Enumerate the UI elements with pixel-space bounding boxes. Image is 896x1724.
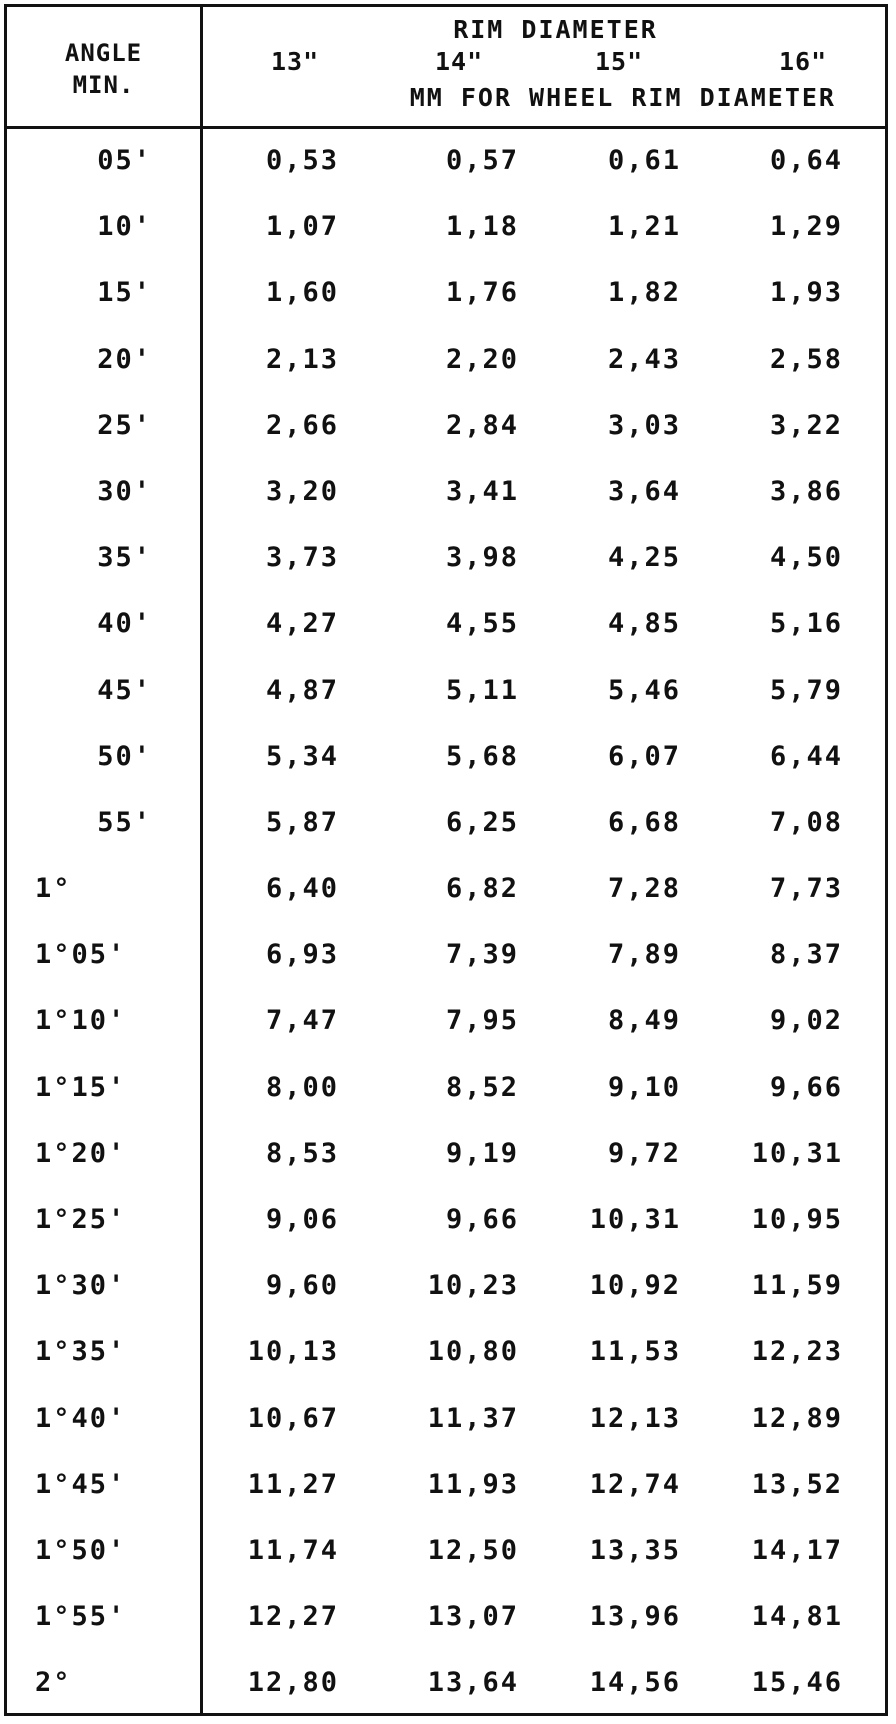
- value-cell: 2,20: [445, 343, 519, 375]
- table-row: [7, 1060, 885, 1126]
- angle-cell: 1°: [35, 873, 72, 905]
- value-cell: 7,89: [607, 939, 681, 971]
- value-cell: 9,66: [769, 1071, 843, 1103]
- table-row: [7, 1391, 885, 1457]
- value-cell: 6,93: [265, 939, 339, 971]
- value-cell: 1,93: [769, 277, 843, 309]
- value-cell: 9,60: [265, 1270, 339, 1302]
- value-cell: 0,57: [445, 145, 519, 176]
- value-cell: 12,23: [751, 1336, 843, 1368]
- rim-size-16: 16": [779, 47, 828, 76]
- value-cell: 14,56: [589, 1667, 681, 1699]
- value-cell: 7,73: [769, 873, 843, 905]
- angle-cell: 2°: [35, 1667, 72, 1699]
- value-cell: 7,95: [445, 1005, 519, 1037]
- value-cell: 2,13: [265, 343, 339, 375]
- value-cell: 2,66: [265, 409, 339, 441]
- value-cell: 12,27: [247, 1601, 339, 1633]
- table-row: [7, 199, 885, 265]
- table-row: [7, 133, 885, 199]
- value-cell: 13,96: [589, 1601, 681, 1633]
- rim-size-14: 14": [435, 47, 484, 76]
- value-cell: 1,21: [607, 211, 681, 243]
- value-cell: 12,74: [589, 1468, 681, 1500]
- value-cell: 8,37: [769, 939, 843, 971]
- value-cell: 0,53: [265, 145, 339, 176]
- value-cell: 10,31: [751, 1137, 843, 1169]
- table-row: [7, 464, 885, 530]
- value-cell: 11,93: [427, 1468, 519, 1500]
- value-cell: 7,08: [769, 806, 843, 838]
- value-cell: 2,43: [607, 343, 681, 375]
- value-cell: 1,29: [769, 211, 843, 243]
- value-cell: 11,74: [247, 1534, 339, 1566]
- angle-cell: 25': [97, 409, 152, 441]
- value-cell: 13,07: [427, 1601, 519, 1633]
- angle-cell: 1°30': [35, 1270, 127, 1302]
- value-cell: 12,80: [247, 1667, 339, 1699]
- table-row: [7, 927, 885, 993]
- value-cell: 14,17: [751, 1534, 843, 1566]
- table-row: [7, 1126, 885, 1192]
- value-cell: 1,07: [265, 211, 339, 243]
- value-cell: 13,52: [751, 1468, 843, 1500]
- value-cell: 9,06: [265, 1204, 339, 1235]
- table-row: [7, 729, 885, 795]
- table-row: [7, 530, 885, 596]
- value-cell: 10,92: [589, 1270, 681, 1302]
- value-cell: 12,50: [427, 1534, 519, 1566]
- value-cell: 12,13: [589, 1402, 681, 1434]
- value-cell: 3,03: [607, 409, 681, 441]
- value-cell: 10,23: [427, 1270, 519, 1302]
- value-cell: 12,89: [751, 1402, 843, 1434]
- angle-cell: 1°20': [35, 1137, 127, 1169]
- value-cell: 5,87: [265, 806, 339, 838]
- angle-header-line2: MIN.: [72, 71, 135, 99]
- angle-cell: 30': [97, 475, 152, 507]
- value-cell: 4,87: [265, 674, 339, 706]
- value-cell: 2,58: [769, 343, 843, 375]
- value-cell: 8,49: [607, 1005, 681, 1037]
- value-cell: 6,25: [445, 806, 519, 838]
- value-cell: 5,46: [607, 674, 681, 706]
- angle-cell: 1°15': [35, 1071, 127, 1103]
- value-cell: 9,10: [607, 1071, 681, 1103]
- value-cell: 10,95: [751, 1204, 843, 1235]
- rim-size-13: 13": [271, 47, 320, 76]
- value-cell: 2,84: [445, 409, 519, 441]
- table-row: [7, 993, 885, 1059]
- angle-cell: 10': [97, 211, 152, 243]
- angle-cell: 1°05': [35, 939, 127, 971]
- table-row: [7, 1192, 885, 1258]
- value-cell: 11,27: [247, 1468, 339, 1500]
- value-cell: 8,52: [445, 1071, 519, 1103]
- value-cell: 1,82: [607, 277, 681, 309]
- value-cell: 3,41: [445, 475, 519, 507]
- value-cell: 10,80: [427, 1336, 519, 1368]
- value-cell: 7,28: [607, 873, 681, 905]
- value-cell: 5,68: [445, 740, 519, 772]
- value-cell: 7,47: [265, 1005, 339, 1037]
- angle-cell: 40': [97, 608, 152, 640]
- value-cell: 9,66: [445, 1204, 519, 1235]
- angle-column-header: [7, 37, 200, 101]
- value-cell: 14,81: [751, 1601, 843, 1633]
- value-cell: 13,35: [589, 1534, 681, 1566]
- angle-cell: 45': [97, 674, 152, 706]
- table-row: [7, 1589, 885, 1655]
- value-cell: 15,46: [751, 1667, 843, 1699]
- value-cell: 3,64: [607, 475, 681, 507]
- value-cell: 1,76: [445, 277, 519, 309]
- rim-diameter-subtitle: MM FOR WHEEL RIM DIAMETER: [409, 83, 836, 112]
- table-row: [7, 398, 885, 464]
- value-cell: 6,68: [607, 806, 681, 838]
- table-row: [7, 1655, 885, 1721]
- value-cell: 5,79: [769, 674, 843, 706]
- value-cell: 10,67: [247, 1402, 339, 1434]
- rim-diameter-title: RIM DIAMETER: [453, 15, 658, 44]
- conversion-table: [4, 4, 888, 1716]
- value-cell: 3,98: [445, 542, 519, 574]
- angle-cell: 1°35': [35, 1336, 127, 1368]
- value-cell: 3,20: [265, 475, 339, 507]
- value-cell: 5,16: [769, 608, 843, 640]
- table-row: [7, 332, 885, 398]
- value-cell: 7,39: [445, 939, 519, 971]
- value-cell: 3,22: [769, 409, 843, 441]
- angle-cell: 55': [97, 806, 152, 838]
- angle-cell: 1°55': [35, 1601, 127, 1633]
- value-cell: 4,27: [265, 608, 339, 640]
- angle-cell: 35': [97, 542, 152, 574]
- angle-cell: 1°25': [35, 1204, 127, 1235]
- angle-cell: 1°50': [35, 1534, 127, 1566]
- value-cell: 9,02: [769, 1005, 843, 1037]
- value-cell: 4,85: [607, 608, 681, 640]
- value-cell: 6,82: [445, 873, 519, 905]
- value-cell: 6,07: [607, 740, 681, 772]
- value-cell: 8,53: [265, 1137, 339, 1169]
- value-cell: 10,13: [247, 1336, 339, 1368]
- value-cell: 1,60: [265, 277, 339, 309]
- value-cell: 9,72: [607, 1137, 681, 1169]
- table-row: [7, 265, 885, 331]
- value-cell: 13,64: [427, 1667, 519, 1699]
- rim-size-15: 15": [595, 47, 644, 76]
- table-row: [7, 1457, 885, 1523]
- value-cell: 4,25: [607, 542, 681, 574]
- value-cell: 11,59: [751, 1270, 843, 1302]
- value-cell: 6,40: [265, 873, 339, 905]
- value-cell: 8,00: [265, 1071, 339, 1103]
- value-cell: 0,61: [607, 145, 681, 176]
- value-cell: 1,18: [445, 211, 519, 243]
- value-cell: 9,19: [445, 1137, 519, 1169]
- angle-cell: 15': [97, 277, 152, 309]
- table-row: [7, 795, 885, 861]
- angle-cell: 50': [97, 740, 152, 772]
- table-row: [7, 1258, 885, 1324]
- table-row: [7, 1324, 885, 1390]
- angle-cell: 1°45': [35, 1468, 127, 1500]
- angle-cell: 20': [97, 343, 152, 375]
- rim-size-headers: [203, 47, 888, 77]
- table-row: [7, 596, 885, 662]
- angle-cell: 05': [97, 145, 152, 176]
- value-cell: 3,73: [265, 542, 339, 574]
- header-divider: [7, 126, 885, 129]
- value-cell: 5,11: [445, 674, 519, 706]
- value-cell: 11,53: [589, 1336, 681, 1368]
- angle-cell: 1°10': [35, 1005, 127, 1037]
- value-cell: 5,34: [265, 740, 339, 772]
- value-cell: 3,86: [769, 475, 843, 507]
- angle-cell: 1°40': [35, 1402, 127, 1434]
- table-row: [7, 1523, 885, 1589]
- table-row: [7, 663, 885, 729]
- value-cell: 0,64: [769, 145, 843, 176]
- value-cell: 10,31: [589, 1204, 681, 1235]
- value-cell: 6,44: [769, 740, 843, 772]
- value-cell: 11,37: [427, 1402, 519, 1434]
- value-cell: 4,50: [769, 542, 843, 574]
- table-row: [7, 861, 885, 927]
- table-body: [7, 133, 885, 1722]
- value-cell: 4,55: [445, 608, 519, 640]
- angle-header-line1: ANGLE: [64, 39, 143, 67]
